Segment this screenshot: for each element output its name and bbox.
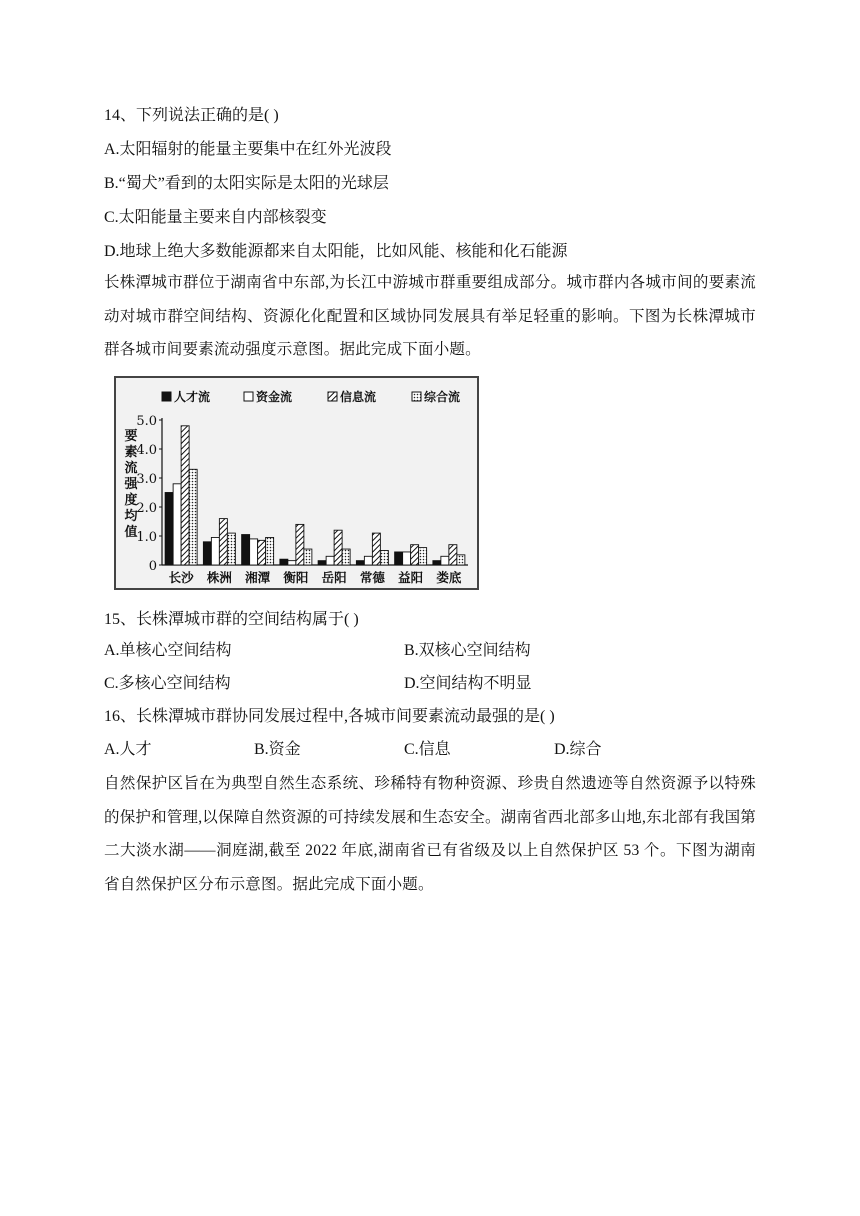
x-tick-label-4: 岳阳 bbox=[321, 570, 347, 585]
q14-stem: 14、下列说法正确的是( ) bbox=[104, 107, 279, 124]
bar-3-3 bbox=[304, 549, 312, 565]
y-tick-label-2: 2.0 bbox=[136, 501, 157, 516]
bar-6-2 bbox=[411, 545, 419, 565]
y-axis-label-char-6: 值 bbox=[124, 525, 138, 540]
q15-stem: 15、长株潭城市群的空间结构属于( ) bbox=[104, 611, 359, 628]
bar-2-2 bbox=[258, 540, 266, 565]
legend-swatch-1 bbox=[244, 392, 253, 401]
legend-swatch-0 bbox=[162, 392, 171, 401]
bar-4-1 bbox=[326, 556, 334, 565]
y-axis-label-char-0: 要 bbox=[124, 429, 138, 444]
y-tick-label-3: 3.0 bbox=[136, 472, 157, 487]
bar-1-0 bbox=[203, 542, 211, 565]
chart-bars bbox=[165, 426, 465, 585]
bar-6-0 bbox=[395, 552, 403, 565]
q16-option-c: C.信息 bbox=[404, 741, 451, 758]
bar-7-0 bbox=[433, 561, 441, 565]
q16-option-d: D.综合 bbox=[554, 741, 602, 758]
bar-7-3 bbox=[457, 555, 465, 565]
x-tick-label-6: 益阳 bbox=[398, 570, 424, 585]
y-axis-label-char-3: 强 bbox=[124, 477, 138, 492]
bar-3-2 bbox=[296, 524, 304, 565]
legend-swatch-2 bbox=[328, 392, 337, 401]
q15-option-d: D.空间结构不明显 bbox=[404, 675, 532, 692]
legend-label-1: 资金流 bbox=[256, 390, 293, 404]
chart-svg bbox=[116, 378, 477, 588]
bar-7-2 bbox=[449, 545, 457, 565]
bar-1-3 bbox=[227, 533, 235, 565]
bar-2-3 bbox=[266, 537, 274, 565]
y-tick-label-4: 4.0 bbox=[136, 443, 157, 458]
y-axis-label-char-4: 度 bbox=[124, 493, 138, 508]
x-tick-label-3: 衡阳 bbox=[283, 570, 309, 585]
y-axis-label-char-1: 素 bbox=[124, 445, 138, 460]
bar-3-0 bbox=[280, 559, 288, 565]
chart-legend bbox=[162, 389, 460, 404]
bar-4-2 bbox=[334, 530, 342, 565]
bar-5-3 bbox=[380, 551, 388, 566]
x-tick-label-1: 株洲 bbox=[206, 570, 232, 585]
bar-0-3 bbox=[189, 469, 197, 565]
y-tick-label-5: 5.0 bbox=[136, 414, 157, 429]
bar-5-1 bbox=[364, 556, 372, 565]
bar-0-1 bbox=[173, 484, 181, 565]
q16-stem: 16、长株潭城市群协同发展过程中,各城市间要素流动最强的是( ) bbox=[104, 708, 555, 725]
passage-nature-reserve: 自然保护区旨在为典型自然生态系统、珍稀特有物种资源、珍贵自然遗迹等自然资源予以特殊的保护和管理,以保障自然资源的可持续发展和生态安全。湖南省西北部多山地,东北部有我国第二大淡水湖——洞庭湖,截至 2022 年底,湖南省已有省级及以上自然保护区 53 个。下图为湖南省自然保护区分布示意图。据此完成下面小题。 bbox=[104, 775, 756, 893]
x-tick-label-5: 常德 bbox=[359, 570, 385, 585]
x-tick-label-2: 湘潭 bbox=[245, 570, 271, 585]
q14-option-c: C.太阳能量主要来自内部核裂变 bbox=[104, 209, 327, 226]
q16-option-a: A.人才 bbox=[104, 741, 152, 758]
y-axis-label-char-2: 流 bbox=[124, 461, 138, 476]
legend-label-0: 人才流 bbox=[174, 390, 211, 404]
y-tick-label-1: 1.0 bbox=[136, 530, 157, 545]
q14-option-d: D.地球上绝大多数能源都来自太阳能，比如风能、核能和化石能源 bbox=[104, 243, 568, 260]
bar-7-1 bbox=[441, 556, 449, 565]
bar-4-3 bbox=[342, 549, 350, 565]
bar-5-0 bbox=[356, 561, 364, 565]
bar-6-3 bbox=[419, 548, 427, 565]
x-tick-label-0: 长沙 bbox=[168, 570, 194, 585]
bar-3-1 bbox=[288, 561, 296, 565]
bar-1-2 bbox=[219, 519, 227, 565]
legend-swatch-3 bbox=[412, 392, 421, 401]
q15-option-c: C.多核心空间结构 bbox=[104, 675, 231, 692]
element-flow-chart bbox=[114, 376, 479, 590]
bar-2-1 bbox=[250, 539, 258, 565]
bar-4-0 bbox=[318, 561, 326, 565]
q15-option-b: B.双核心空间结构 bbox=[404, 642, 531, 659]
bar-0-2 bbox=[181, 426, 189, 565]
legend-label-2: 信息流 bbox=[340, 390, 377, 404]
y-axis-label-char-5: 均 bbox=[124, 509, 138, 524]
passage-city-cluster: 长株潭城市群位于湖南省中东部,为长江中游城市群重要组成部分。城市群内各城市间的要素流动对城市群空间结构、资源化化配置和区域协同发展具有举足轻重的影响。下图为长株潭城市群各城市间要素流动强度示意图。据此完成下面小题。 bbox=[104, 274, 756, 358]
bar-0-0 bbox=[165, 493, 173, 566]
bar-1-1 bbox=[211, 537, 219, 565]
q14-option-b: B.“蜀犬”看到的太阳实际是太阳的光球层 bbox=[104, 175, 389, 192]
legend-label-3: 综合流 bbox=[424, 390, 461, 404]
bar-2-0 bbox=[242, 535, 250, 565]
y-tick-label-0: 0 bbox=[148, 559, 157, 574]
q15-option-a: A.单核心空间结构 bbox=[104, 642, 232, 659]
bar-5-2 bbox=[372, 533, 380, 565]
x-tick-label-7: 娄底 bbox=[436, 570, 462, 585]
bar-6-1 bbox=[403, 552, 411, 565]
q14-option-a: A.太阳辐射的能量主要集中在红外光波段 bbox=[104, 141, 392, 158]
q16-option-b: B.资金 bbox=[254, 741, 301, 758]
